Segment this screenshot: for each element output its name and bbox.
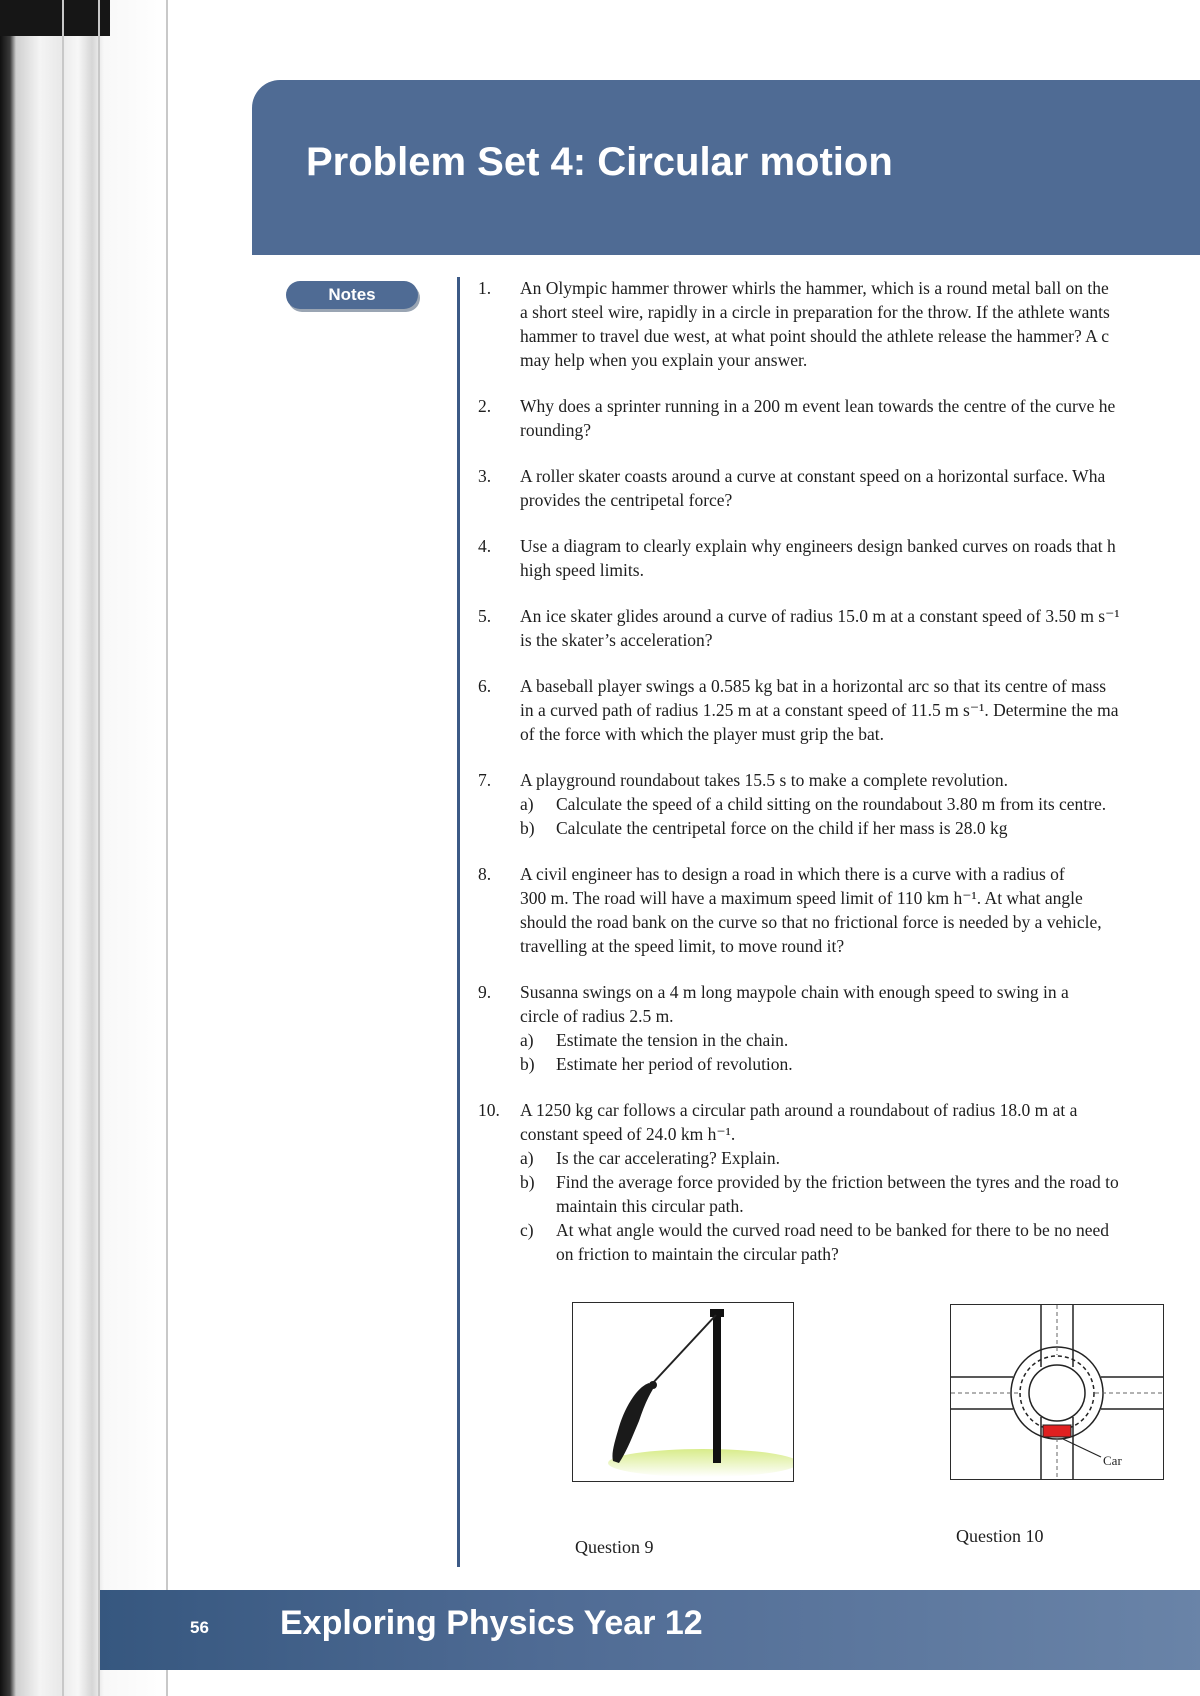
person-icon — [612, 1383, 653, 1463]
car-pointer — [1063, 1439, 1101, 1457]
question-item — [478, 1098, 1200, 1266]
question-number: 4. — [478, 536, 492, 556]
sub-question-text-line: Calculate the centripetal force on the child if her mass is 28.0 kg — [556, 818, 1008, 838]
notes-badge: Notes — [286, 281, 418, 309]
question-text-line: 300 m. The road will have a maximum speed limit of 110 km h⁻¹. At what angle — [520, 888, 1083, 908]
question-number: 2. — [478, 396, 492, 416]
page-edge-line — [62, 0, 64, 1696]
sub-question — [520, 1170, 1200, 1218]
question-text-line: Why does a sprinter running in a 200 m event lean towards the centre of the curve he — [520, 396, 1116, 416]
question-number: 10. — [478, 1100, 500, 1120]
figure-question-9 — [572, 1302, 794, 1482]
sub-question — [520, 792, 1200, 816]
margin-rule — [457, 277, 460, 1567]
scan-edge — [0, 0, 180, 1696]
question-text-line: is the skater’s acceleration? — [520, 630, 713, 650]
question-number: 8. — [478, 864, 492, 884]
question-text-line: a short steel wire, rapidly in a circle in preparation for the throw. If the athlete wants — [520, 302, 1110, 322]
question-item — [478, 604, 1200, 652]
car-label: Car — [1103, 1453, 1122, 1468]
question-text-line: rounding? — [520, 420, 591, 440]
maypole-illustration — [573, 1303, 793, 1481]
question-number: 3. — [478, 466, 492, 486]
roundabout-diagram — [951, 1305, 1163, 1479]
sub-question-text-line: Estimate the tension in the chain. — [556, 1030, 789, 1050]
sub-question-label: a) — [520, 1148, 534, 1168]
sub-question-label: b) — [520, 1054, 535, 1074]
question-text-line: circle of radius 2.5 m. — [520, 1006, 674, 1026]
scan-corner — [0, 0, 110, 36]
sub-question — [520, 1052, 1200, 1076]
sub-question — [520, 1218, 1200, 1266]
question-item — [478, 674, 1200, 746]
caption-question-9: Question 9 — [575, 1537, 654, 1557]
question-number: 7. — [478, 770, 492, 790]
sub-question-label: a) — [520, 1030, 534, 1050]
question-item — [478, 534, 1200, 582]
question-text-line: A roller skater coasts around a curve at constant speed on a horizontal surface. Wha — [520, 466, 1106, 486]
sub-question-label: c) — [520, 1220, 534, 1240]
question-item — [478, 980, 1200, 1076]
page-edge-line — [166, 0, 168, 1696]
question-text-line: should the road bank on the curve so that no frictional force is needed by a vehicle, — [520, 912, 1102, 932]
question-text-line: A playground roundabout takes 15.5 s to make a complete revolution. — [520, 770, 1008, 790]
question-text-line: may help when you explain your answer. — [520, 350, 808, 370]
question-text-line: An Olympic hammer thrower whirls the hammer, which is a round metal ball on the — [520, 278, 1109, 298]
question-item — [478, 768, 1200, 840]
question-text-line: travelling at the speed limit, to move round it? — [520, 936, 845, 956]
question-item — [478, 464, 1200, 512]
question-text-line: of the force with which the player must grip the bat. — [520, 724, 884, 744]
page-title: Problem Set 4: Circular motion — [306, 140, 893, 184]
sub-question-text-line: on friction to maintain the circular path? — [556, 1244, 839, 1264]
question-number: 6. — [478, 676, 492, 696]
question-text-line: A civil engineer has to design a road in which there is a curve with a radius of — [520, 864, 1065, 884]
question-list — [478, 276, 1200, 1288]
question-text-line: hammer to travel due west, at what point should the athlete release the hammer? A c — [520, 326, 1109, 346]
maypole-icon — [713, 1311, 721, 1463]
page-edge-line — [98, 0, 100, 1696]
book-title: Exploring Physics Year 12 — [280, 1604, 703, 1642]
sub-question-text-line: Estimate her period of revolution. — [556, 1054, 793, 1074]
question-number: 9. — [478, 982, 492, 1002]
sub-question-text-line: Find the average force provided by the friction between the tyres and the road to — [556, 1172, 1119, 1192]
car-icon — [1043, 1425, 1071, 1437]
question-item — [478, 862, 1200, 958]
sub-question-label: a) — [520, 794, 534, 814]
page-number: 56 — [190, 1618, 209, 1637]
question-text-line: constant speed of 24.0 km h⁻¹. — [520, 1124, 736, 1144]
sub-question — [520, 816, 1200, 840]
question-text-line: A 1250 kg car follows a circular path around a roundabout of radius 18.0 m at a — [520, 1100, 1078, 1120]
question-text-line: Susanna swings on a 4 m long maypole chain with enough speed to swing in a — [520, 982, 1069, 1002]
ground-shadow — [608, 1449, 793, 1477]
sub-question-text-line: Is the car accelerating? Explain. — [556, 1148, 780, 1168]
sub-question-text-line: maintain this circular path. — [556, 1196, 744, 1216]
question-text-line: Use a diagram to clearly explain why engineers design banked curves on roads that h — [520, 536, 1116, 556]
caption-question-10: Question 10 — [956, 1526, 1044, 1546]
sub-question-label: b) — [520, 818, 535, 838]
chain-line — [651, 1315, 716, 1385]
question-text-line: high speed limits. — [520, 560, 644, 580]
question-item — [478, 394, 1200, 442]
question-number: 5. — [478, 606, 492, 626]
sub-question-text-line: Calculate the speed of a child sitting on the roundabout 3.80 m from its centre. — [556, 794, 1107, 814]
figure-question-10 — [950, 1304, 1164, 1480]
question-number: 1. — [478, 278, 492, 298]
question-text-line: An ice skater glides around a curve of radius 15.0 m at a constant speed of 3.50 m s⁻¹ — [520, 606, 1120, 626]
sub-question-label: b) — [520, 1172, 535, 1192]
question-text-line: A baseball player swings a 0.585 kg bat in a horizontal arc so that its centre of mass — [520, 676, 1107, 696]
sub-question — [520, 1146, 1200, 1170]
sub-question — [520, 1028, 1200, 1052]
question-text-line: in a curved path of radius 1.25 m at a constant speed of 11.5 m s⁻¹. Determine the ma — [520, 700, 1119, 720]
sub-question-text-line: At what angle would the curved road need to be banked for there to be no need — [556, 1220, 1109, 1240]
question-text-line: provides the centripetal force? — [520, 490, 733, 510]
question-item — [478, 276, 1200, 372]
